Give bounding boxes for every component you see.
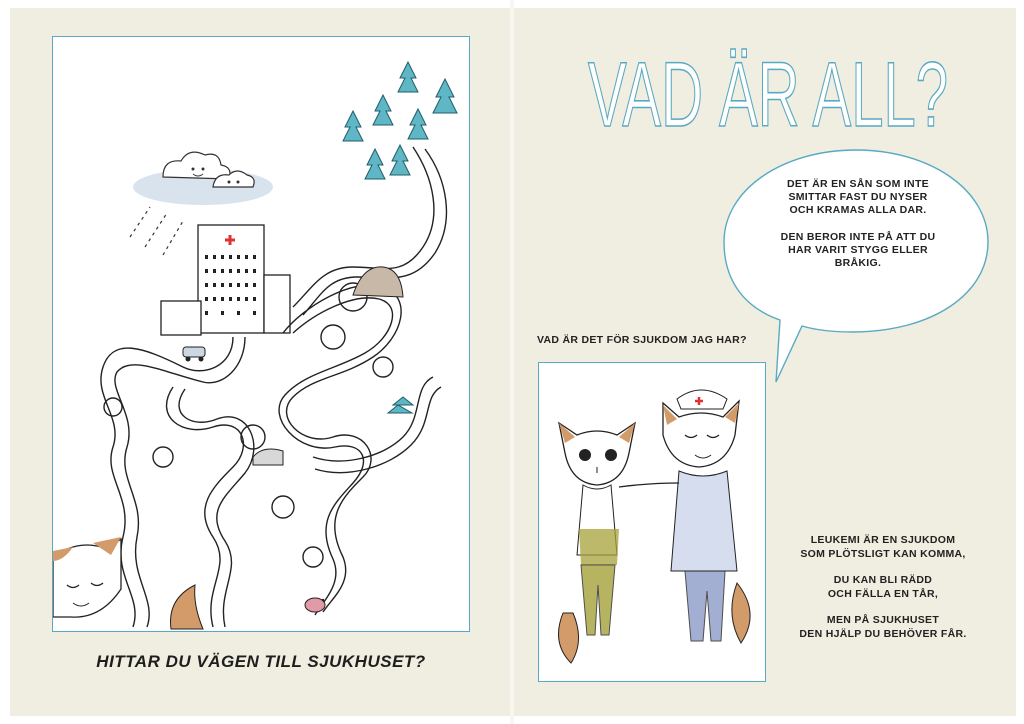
poem-line: OCH FÄLLA EN TÅR, — [827, 588, 939, 600]
bubble-line: DEN BEROR INTE PÅ ATT DU — [780, 231, 936, 243]
fox-illustration — [538, 362, 766, 682]
bird-icon — [305, 598, 325, 612]
poem-line: DEN HJÄLP DU BEHÖVER FÅR. — [799, 628, 967, 640]
bubble-line: SMITTAR FAST DU NYSER — [788, 191, 928, 203]
question-text: VAD ÄR DET FÖR SJUKDOM JAG HAR? — [537, 334, 747, 346]
poem-line: DU KAN BLI RÄDD — [833, 574, 933, 586]
page-fold — [510, 0, 514, 724]
car-icon — [183, 347, 205, 362]
bubble-line: DET ÄR EN SÅN SOM INTE — [787, 178, 929, 190]
mountain-icon — [353, 267, 403, 297]
bubble-line: OCH KRAMAS ALLA DAR. — [789, 204, 927, 216]
page-title — [548, 48, 988, 134]
nurse-fox-character-icon — [619, 390, 750, 643]
maze-path — [101, 147, 447, 627]
speech-bubble-text — [752, 178, 964, 284]
poem-line: LEUKEMI ÄR EN SJUKDOM — [810, 534, 956, 546]
bubble-line: HAR VARIT STYGG ELLER — [788, 244, 928, 256]
fox-character-icon — [559, 423, 636, 663]
tent-icon — [253, 449, 283, 465]
hospital-building — [161, 225, 290, 335]
tree-icon — [343, 62, 457, 179]
bubble-line: BRÅKIG. — [834, 257, 882, 269]
poem — [772, 533, 994, 653]
fox-tail-icon — [171, 585, 204, 629]
poem-line: MEN PÅ SJUKHUSET — [826, 614, 940, 626]
poem-line: SOM PLÖTSLIGT KAN KOMMA, — [800, 548, 966, 560]
fox-face-icon — [53, 537, 121, 617]
maze-illustration — [52, 36, 470, 632]
title-text: VAD ÄR ALL? — [588, 48, 948, 134]
tree-icon — [388, 397, 413, 413]
maze-caption: HITTAR DU VÄGEN TILL SJUKHUSET? — [96, 652, 426, 671]
